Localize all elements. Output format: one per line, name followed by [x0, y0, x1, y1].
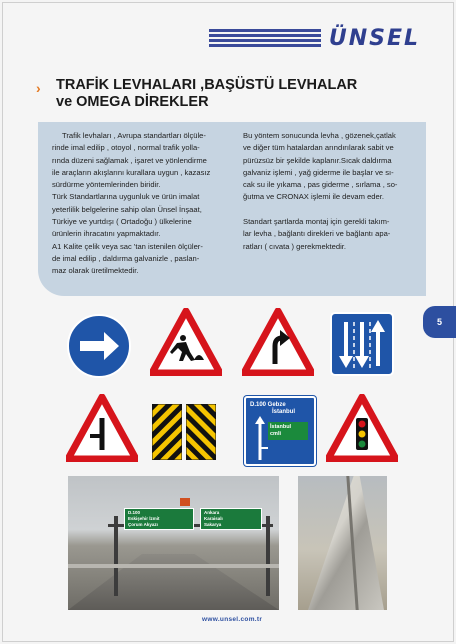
paragraph-line: cak su ile yıkama , pas giderme , sırlama , so- — [243, 180, 398, 190]
direction-line-2: İstanbul — [272, 409, 296, 415]
page-number: 5 — [436, 317, 442, 327]
paragraph-line: sürdürme yöntemlerinden biridir. — [52, 180, 161, 190]
paragraph-line: de imal edilip , daldırma galvanizle , paslan- — [52, 253, 200, 263]
paragraph-line: Trafik levhaları , Avrupa standartları ölçüle- — [62, 131, 206, 140]
paragraph-line: pürüzsüz bir şekilde kaplanır.Sıcak daldırma — [243, 155, 392, 165]
direction-panel-green — [268, 422, 308, 440]
logo-text: ÜNSEL — [328, 25, 420, 51]
direction-line-4: cmli — [270, 431, 282, 437]
chevron-left-sign-icon — [152, 404, 182, 460]
text-column-left — [52, 130, 234, 278]
page-number-tab — [423, 306, 456, 338]
gantry-right-line-1: Ankara — [204, 510, 220, 515]
paragraph-line: galvaniz işlemi , yağ giderme ile başlar ve sı- — [243, 167, 394, 177]
gantry-post-right — [266, 516, 270, 596]
title-line-2: ve OMEGA DİREKLER — [56, 94, 209, 110]
gantry-top-badge — [180, 498, 190, 506]
title-arrow-icon: › — [36, 80, 41, 96]
median-barrier — [68, 564, 279, 568]
gantry-right-line-3: Sakarya — [204, 522, 222, 527]
lane-arrows-sign-icon — [330, 312, 394, 376]
traffic-light-sign-icon — [326, 394, 398, 462]
gantry-left-line-3: Çorum Akyazı — [128, 522, 158, 527]
direction-sign — [244, 396, 316, 466]
paragraph-line: ile araçların akışlarını kurallara uygun , kazasız — [52, 167, 211, 177]
paragraph-line: rinde imal edilip , otoyol , normal trafik yolla- — [52, 143, 200, 153]
road-surface — [68, 554, 279, 610]
paragraph-line: lar levha , bağlantı direkleri ve bağlantı apa- — [243, 229, 391, 239]
direction-line-3: İstanbul — [270, 424, 292, 430]
gantry-post-left — [114, 516, 118, 596]
direction-line-1: D.100 Gebze — [250, 402, 286, 408]
paragraph-line: Türk Standartlarına uygunluk ve ürün imalat — [52, 192, 200, 202]
footer-url[interactable]: www.unsel.com.tr — [202, 616, 263, 623]
curve-right-sign-icon — [242, 308, 314, 376]
gantry-sign-left — [124, 508, 194, 530]
paragraph-line: ve diğer tüm hatalardan arındırılarak sabit ve — [243, 143, 394, 153]
paragraph-line: yeterlilik belgelerine sahip olan Ünsel İnşaat, — [52, 204, 202, 214]
omega-pole — [308, 476, 384, 610]
text-box — [38, 122, 426, 296]
paragraph-line: Türkiye ve yurtdışı ( Ortadoğu ) ülkelerine — [52, 217, 192, 227]
omega-pole-photo — [298, 476, 387, 610]
unsel-logo — [329, 26, 420, 50]
gantry-photo — [68, 476, 279, 610]
text-column-right — [243, 130, 418, 253]
gantry-right-line-2: Karaisalı — [204, 516, 223, 521]
direction-sign-label — [250, 402, 310, 416]
paragraph-line: A1 Kalite çelik veya sac 'tan istenilen ölçüler- — [52, 241, 203, 251]
paragraph-line: ğutma ve CRONAX işlemi ile devam eder. — [243, 192, 384, 202]
page-title — [56, 77, 416, 111]
gantry-left-line-1: D.100 — [128, 510, 141, 515]
turn-right-sign-icon — [66, 313, 132, 379]
paragraph-line: ürünlerin ihracatını yapmaktadır. — [52, 229, 161, 239]
paragraph-line: rında düzeni sağlamak , işaret ve yönlendirme — [52, 155, 207, 165]
junction-sign-icon — [66, 394, 138, 462]
direction-arrow-icon — [252, 416, 268, 460]
road-works-sign-icon — [150, 308, 222, 376]
gantry-left-line-2: Eskişehir İzmit — [128, 516, 160, 521]
gantry-sign-right — [200, 508, 262, 530]
logo-stripes — [209, 29, 321, 47]
title-line-1: TRAFİK LEVHALARI ,BAŞÜSTÜ LEVHALAR — [56, 77, 358, 93]
paragraph-line: Standart şartlarda montaj için gerekli takım- — [243, 217, 390, 227]
chevron-right-sign-icon — [186, 404, 216, 460]
paragraph-line: ratları ( cıvata ) gerekmektedir. — [243, 241, 346, 251]
paragraph-line: maz olarak üretilmektedir. — [52, 266, 139, 276]
paragraph-line — [243, 204, 418, 216]
paragraph-line: Bu yöntem sonucunda levha , gözenek,çatlak — [243, 131, 396, 140]
